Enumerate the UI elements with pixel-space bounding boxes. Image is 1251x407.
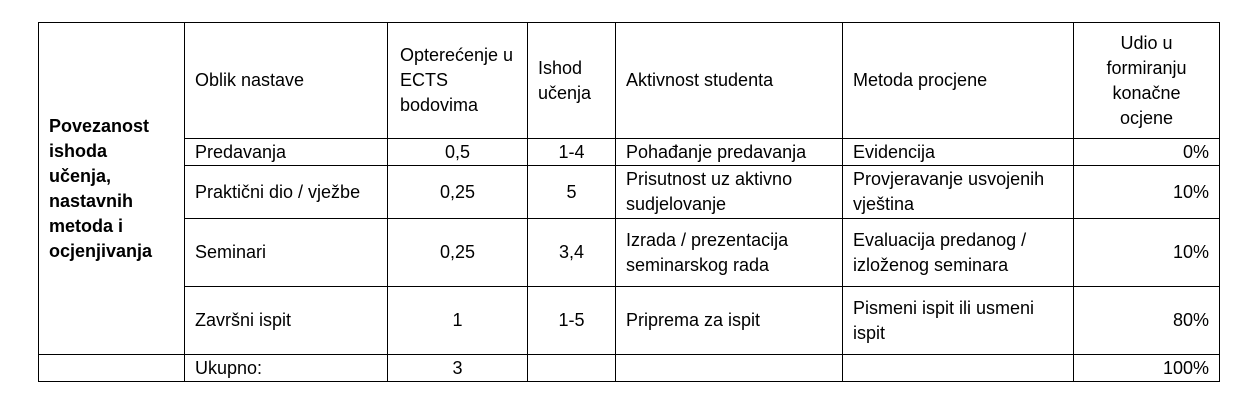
cell-udio: 10% bbox=[1074, 219, 1220, 287]
table-total-row bbox=[39, 355, 1220, 382]
total-metoda-empty bbox=[843, 355, 1074, 382]
total-ects: 3 bbox=[388, 355, 528, 382]
table-row bbox=[39, 219, 1220, 287]
header-udio: Udio u formiranju konačne ocjene bbox=[1074, 23, 1220, 139]
header-metoda-procjene: Metoda procjene bbox=[843, 23, 1074, 139]
cell-metoda: Evaluacija predanog / izloženog seminara bbox=[843, 219, 1074, 287]
cell-metoda: Evidencija bbox=[843, 139, 1074, 166]
total-ishod-empty bbox=[528, 355, 616, 382]
cell-ishod: 1-5 bbox=[528, 287, 616, 355]
cell-ects: 1 bbox=[388, 287, 528, 355]
cell-aktivnost: Priprema za ispit bbox=[616, 287, 843, 355]
total-aktivnost-empty bbox=[616, 355, 843, 382]
table-row bbox=[39, 165, 1220, 218]
cell-udio: 80% bbox=[1074, 287, 1220, 355]
cell-oblik: Seminari bbox=[185, 219, 388, 287]
header-opterecenje: Opterećenje u ECTS bodovima bbox=[388, 23, 528, 139]
table-row bbox=[39, 139, 1220, 166]
table-header-row bbox=[39, 23, 1220, 139]
cell-oblik: Predavanja bbox=[185, 139, 388, 166]
cell-metoda: Provjeravanje usvojenih vještina bbox=[843, 165, 1074, 218]
cell-ishod: 1-4 bbox=[528, 139, 616, 166]
cell-udio: 0% bbox=[1074, 139, 1220, 166]
cell-oblik: Praktični dio / vježbe bbox=[185, 165, 388, 218]
cell-metoda: Pismeni ispit ili usmeni ispit bbox=[843, 287, 1074, 355]
cell-ects: 0,25 bbox=[388, 165, 528, 218]
cell-aktivnost: Pohađanje predavanja bbox=[616, 139, 843, 166]
header-oblik-nastave: Oblik nastave bbox=[185, 23, 388, 139]
header-aktivnost-studenta: Aktivnost studenta bbox=[616, 23, 843, 139]
label-spacer-cell bbox=[39, 355, 185, 382]
table-row bbox=[39, 287, 1220, 355]
cell-ects: 0,25 bbox=[388, 219, 528, 287]
cell-aktivnost: Prisutnost uz aktivno sudjelovanje bbox=[616, 165, 843, 218]
total-label: Ukupno: bbox=[185, 355, 388, 382]
cell-ects: 0,5 bbox=[388, 139, 528, 166]
total-udio: 100% bbox=[1074, 355, 1220, 382]
section-label: Povezanost ishoda učenja, nastavnih metoda i ocjenjivanja bbox=[39, 23, 185, 355]
header-ishod-ucenja: Ishod učenja bbox=[528, 23, 616, 139]
cell-oblik: Završni ispit bbox=[185, 287, 388, 355]
cell-ishod: 3,4 bbox=[528, 219, 616, 287]
cell-ishod: 5 bbox=[528, 165, 616, 218]
cell-udio: 10% bbox=[1074, 165, 1220, 218]
cell-aktivnost: Izrada / prezentacija seminarskog rada bbox=[616, 219, 843, 287]
assessment-table bbox=[38, 22, 1220, 382]
